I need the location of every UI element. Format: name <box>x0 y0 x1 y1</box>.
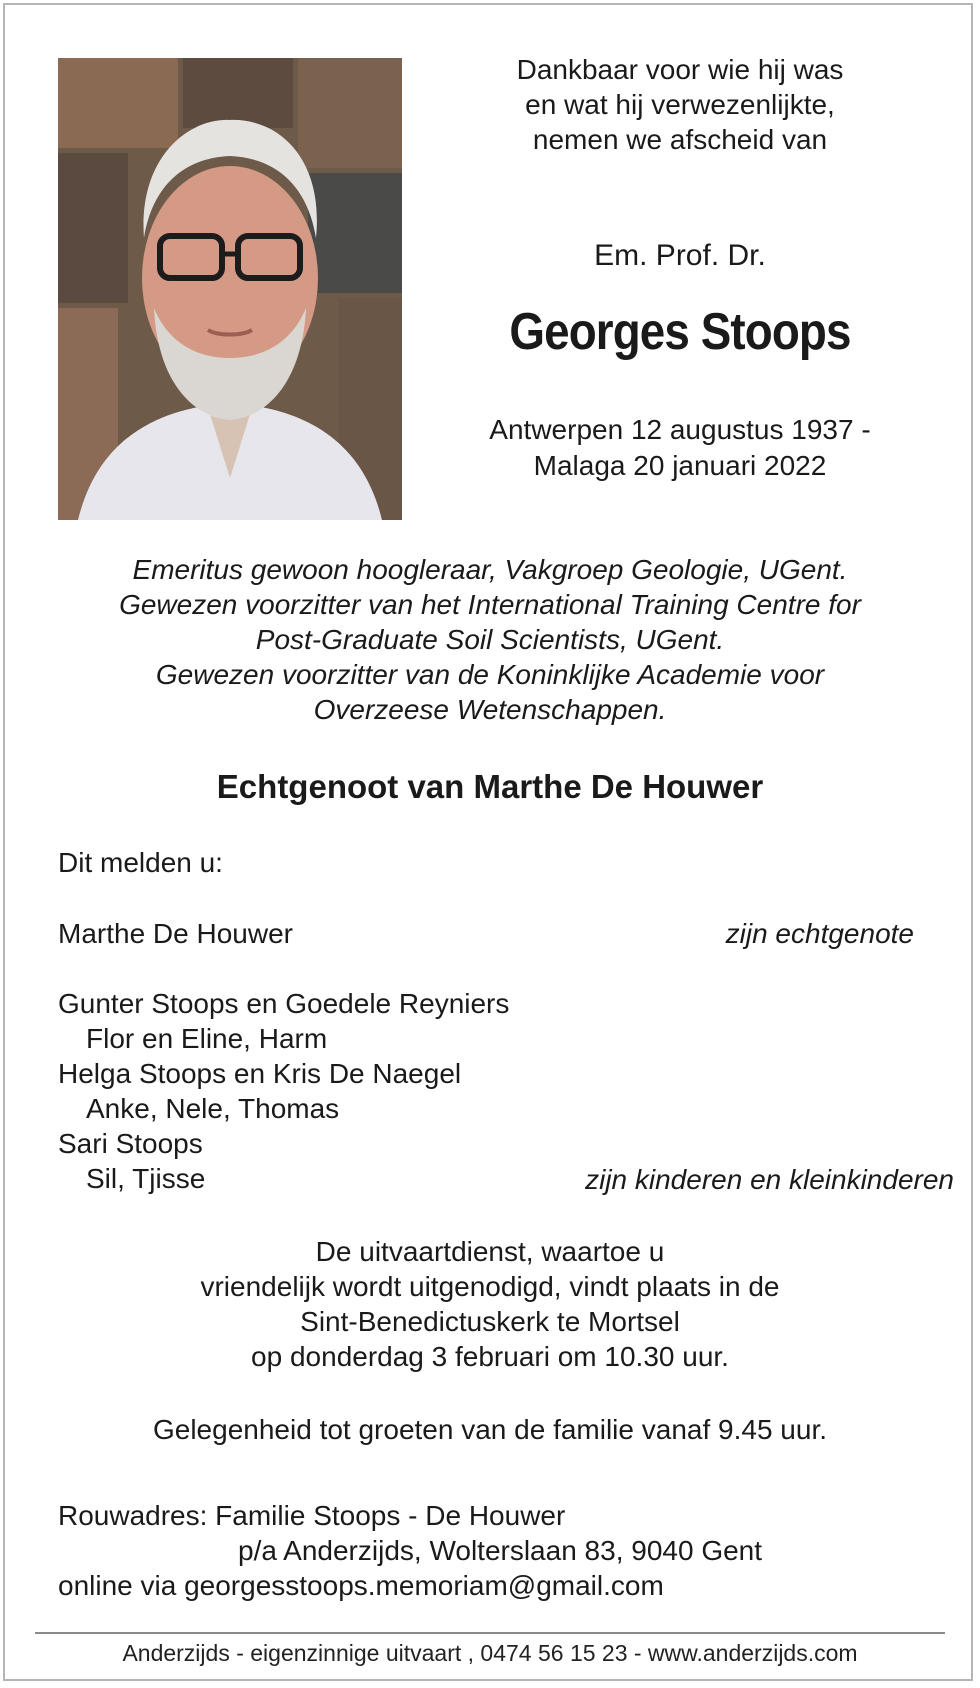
family-line: Gunter Stoops en Goedele Reyniers <box>58 988 510 1019</box>
service-line: vriendelijk wordt uitgenodigd, vindt plaats in de <box>200 1271 780 1302</box>
address-line: Rouwadres: Familie Stoops - De Houwer <box>58 1500 566 1531</box>
deceased-name: Georges Stoops <box>509 303 851 361</box>
spouse-relation: zijn echtgenote <box>725 918 914 949</box>
service-line: Sint-Benedictuskerk te Mortsel <box>300 1306 680 1337</box>
life-dates <box>430 412 930 484</box>
service-line: De uitvaartdienst, waartoe u <box>315 1236 665 1267</box>
family-line: Sil, Tjisse <box>86 1163 206 1194</box>
children-relation: zijn kinderen en kleinkinderen <box>585 1164 954 1195</box>
intro-line: en wat hij verwezenlijkte, <box>525 89 835 120</box>
mourning-address <box>58 1498 762 1603</box>
intro-line: nemen we afscheid van <box>532 124 828 155</box>
academic-title: Em. Prof. Dr. <box>594 239 766 272</box>
family-line: Sari Stoops <box>58 1128 203 1159</box>
role-line: Emeritus gewoon hoogleraar, Vakgroep Geologie, UGent. <box>132 554 848 585</box>
spouse-heading: Echtgenoot van Marthe De Houwer <box>216 768 764 805</box>
footer-credit: Anderzijds - eigenzinnige uitvaart , 0474 56 15 23 - www.anderzijds.com <box>122 1640 858 1666</box>
family-line: Flor en Eline, Harm <box>86 1023 328 1054</box>
family-line: Helga Stoops en Kris De Naegel <box>58 1058 462 1089</box>
service-line: op donderdag 3 februari om 10.30 uur. <box>251 1341 729 1372</box>
intro-line: Dankbaar voor wie hij was <box>516 54 844 85</box>
portrait-photo <box>58 58 402 520</box>
address-line: p/a Anderzijds, Wolterslaan 83, 9040 Gent <box>238 1535 763 1566</box>
family-line: Anke, Nele, Thomas <box>86 1093 340 1124</box>
intro-text <box>430 52 930 157</box>
role-line: Post-Graduate Soil Scientists, UGent. <box>255 624 725 655</box>
death-line: Malaga 20 januari 2022 <box>533 450 827 481</box>
role-line: Overzeese Wetenschappen. <box>313 694 667 725</box>
footer-divider <box>35 1632 945 1634</box>
announce-text: Dit melden u: <box>58 847 223 878</box>
spouse-row <box>58 916 914 951</box>
email-line: online via georgesstoops.memoriam@gmail.com <box>58 1570 664 1601</box>
roles-list <box>40 552 940 727</box>
birth-line: Antwerpen 12 augustus 1937 - <box>489 414 871 445</box>
role-line: Gewezen voorzitter van de Koninklijke Academie voor <box>155 659 825 690</box>
family-list <box>58 986 509 1196</box>
role-line: Gewezen voorzitter van het International Training Centre for <box>119 589 861 620</box>
service-info <box>40 1234 940 1374</box>
greeting-info: Gelegenheid tot groeten van de familie vanaf 9.45 uur. <box>152 1414 828 1445</box>
spouse-name: Marthe De Houwer <box>58 918 293 949</box>
